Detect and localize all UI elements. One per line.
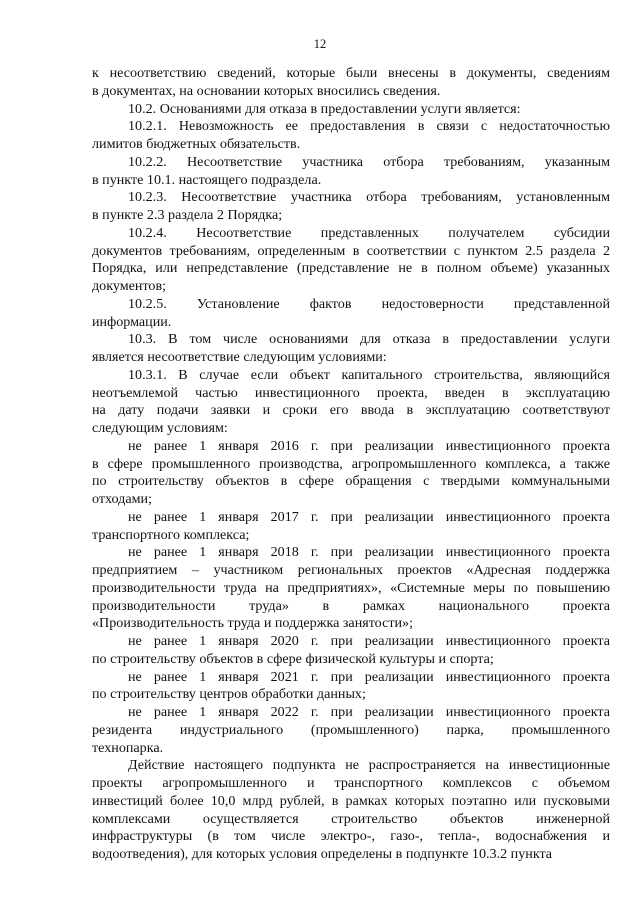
text-line: 10.3.1. В случае если объект капитального строительства, являющийся — [128, 366, 610, 383]
text-line: не ранее 1 января 2017 г. при реализации инвестиционного проекта — [128, 508, 610, 525]
text-line: в сфере промышленного производства, агропромышленного комплекса, а также — [92, 455, 610, 472]
paragraph — [92, 367, 610, 438]
text-line: документов; — [92, 278, 167, 294]
text-line: 10.2.3. Несоответствие участника отбора требованиям, установленным — [128, 189, 610, 206]
text-line: инвестиций более 10,0 млрд рублей, в рамках которых поэтапно или пусковыми — [92, 792, 610, 809]
text-line: не ранее 1 января 2020 г. при реализации инвестиционного проекта — [128, 633, 610, 649]
text-line: производительности труда» в рамках национального проекта — [92, 597, 610, 614]
paragraph — [92, 189, 610, 225]
text-line: не ранее 1 января 2021 г. при реализации инвестиционного проекта — [128, 668, 610, 685]
paragraph — [92, 154, 610, 190]
text-line: «Производительность труда и поддержка занятости»; — [92, 615, 414, 632]
text-line: проекты агропромышленного и транспортного комплексов с объемом — [92, 775, 610, 791]
text-line: по строительству объектов в сфере обращения с твердыми коммунальными — [92, 473, 610, 490]
paragraph — [92, 101, 610, 119]
text-line: резидента индустриального (промышленного) парка, промышленного — [92, 721, 610, 738]
paragraph — [92, 757, 610, 864]
paragraph — [92, 633, 610, 669]
text-line: Порядка, или непредставление (представление не в полном объеме) указанных — [92, 260, 610, 277]
text-line: к несоответствию сведений, которые были внесены в документы, сведениям — [92, 65, 610, 81]
document-body — [92, 65, 610, 864]
text-line: 10.3. В том числе основаниями для отказа в предоставлении услуги — [128, 331, 610, 348]
text-line: водоотведения), для которых условия определены в подпункте 10.3.2 пункта — [92, 846, 553, 862]
paragraph — [92, 118, 610, 154]
text-line: по строительству объектов в сфере физической культуры и спорта; — [92, 650, 494, 667]
paragraph — [92, 438, 610, 509]
text-line: по строительству центров обработки данных; — [92, 686, 366, 703]
paragraph — [92, 296, 610, 332]
text-line: предприятием – участником региональных проектов «Адресная поддержка — [92, 562, 610, 578]
page-number: 12 — [313, 37, 327, 51]
text-line: следующим условиям: — [92, 420, 228, 436]
paragraph — [92, 225, 610, 296]
paragraph — [92, 509, 610, 545]
text-line: 10.2.5. Установление фактов недостоверности представленной — [128, 295, 610, 312]
text-line: технопарка. — [92, 739, 164, 756]
text-line: не ранее 1 января 2022 г. при реализации инвестиционного проекта — [128, 704, 610, 720]
text-line: Действие настоящего подпункта не распространяется на инвестиционные — [128, 757, 610, 774]
paragraph — [92, 669, 610, 705]
paragraph — [92, 544, 610, 633]
text-line: 10.2.2. Несоответствие участника отбора требованиям, указанным — [128, 153, 610, 170]
text-line: инфраструктуры (в том числе электро-, газо-, тепла-, водоснабжения и — [92, 828, 610, 845]
text-line: отходами; — [92, 491, 152, 507]
text-line: не ранее 1 января 2016 г. при реализации инвестиционного проекта — [128, 437, 610, 454]
text-line: в пункте 10.1. настоящего подраздела. — [92, 171, 322, 188]
text-line: документов требованиям, определенным в соответствии с пунктом 2.5 раздела 2 — [92, 242, 610, 259]
text-line: неотъемлемой частью инвестиционного проекта, введен в эксплуатацию — [92, 384, 610, 401]
text-line: 10.2.4. Несоответствие представленных получателем субсидии — [128, 224, 610, 241]
text-line: лимитов бюджетных обязательств. — [92, 136, 301, 152]
paragraph — [92, 331, 610, 367]
paragraph — [92, 65, 610, 101]
text-line: информации. — [92, 313, 172, 330]
text-line: производительности труда на предприятиях», «Системные меры по повышению — [92, 579, 610, 596]
paragraph — [92, 704, 610, 757]
text-line: в пункте 2.3 раздела 2 Порядка; — [92, 207, 283, 223]
text-line: комплексами осуществляется строительство объектов инженерной — [92, 810, 610, 827]
text-line: 10.2. Основаниями для отказа в предоставлении услуги является: — [128, 100, 521, 117]
text-line: в документах, на основании которых вносились сведения. — [92, 82, 441, 99]
text-line: на дату подачи заявки и сроки его ввода в эксплуатацию соответствуют — [92, 402, 610, 419]
text-line: 10.2.1. Невозможность ее предоставления в связи с недостаточностью — [128, 118, 610, 135]
text-line: не ранее 1 января 2018 г. при реализации инвестиционного проекта — [128, 544, 610, 561]
text-line: является несоответствие следующим условиями: — [92, 349, 387, 365]
text-line: транспортного комплекса; — [92, 526, 250, 543]
